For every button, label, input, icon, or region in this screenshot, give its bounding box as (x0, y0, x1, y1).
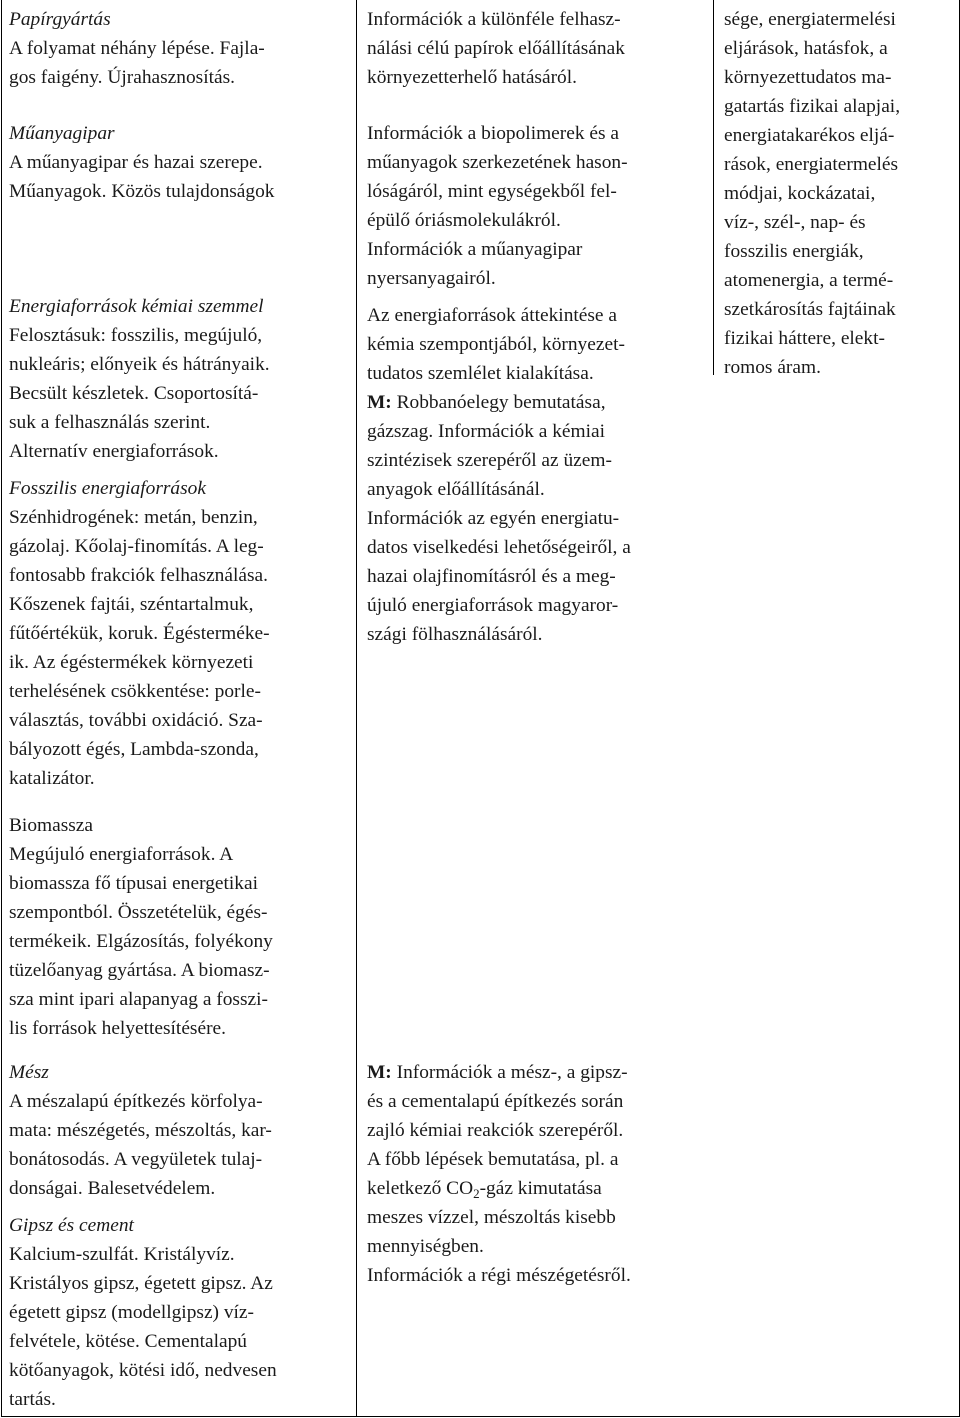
text-line: égetett gipsz (modellgipsz) víz- (9, 1302, 254, 1323)
activities-column (367, 5, 707, 649)
text-line: fontosabb frakciók felhasználása. (9, 565, 268, 586)
co2-suffix: -gáz kimutatása (479, 1178, 602, 1199)
text-line: kémia szempontjából, környezet- (367, 334, 625, 355)
text-line: bonátosodás. A vegyületek tulaj- (9, 1149, 263, 1170)
text-line: fűtőértékük, koruk. Égésterméke- (9, 623, 270, 644)
co2-prefix: keletkező CO (367, 1178, 474, 1199)
text-line: módjai, kockázatai, (724, 183, 876, 204)
text-line: gos faigény. Újrahasznosítás. (9, 67, 235, 88)
text-line: Információk a műanyagipar (367, 239, 583, 260)
text-line: Felosztásuk: fosszilis, megújuló, (9, 325, 263, 346)
activities-column-lower (367, 1058, 707, 1290)
text-line: lis források helyettesítésére. (9, 1018, 226, 1039)
text-line: Információk az egyén energiatu- (367, 508, 620, 529)
co2-subscript: 2 (473, 1186, 480, 1201)
text-line: mennyiségben. (367, 1236, 484, 1257)
m-label: M: (367, 392, 392, 413)
m-label: M: (367, 1062, 392, 1083)
topic-mesz (9, 1058, 351, 1203)
text-line: szetkárosítás fajtáinak (724, 299, 896, 320)
topic-heading: Mész (9, 1062, 49, 1083)
text-line (367, 1174, 707, 1203)
column-divider-1 (356, 0, 357, 1416)
topics-column (9, 5, 351, 1414)
text-line: lóságáról, mint egységekből fel- (367, 181, 617, 202)
text-line: felvétele, kötése. Cementalapú (9, 1331, 247, 1352)
text-line: kötőanyagok, kötési idő, nedvesen (9, 1360, 277, 1381)
text-line: Információk a régi mészégetésről. (367, 1265, 631, 1286)
text-line: újuló energiaforrások magyaror- (367, 595, 619, 616)
text-line: tüzelőanyag gyártása. A biomasz- (9, 960, 270, 981)
text-line: szági fölhasználásáról. (367, 624, 543, 645)
text-line: donságai. Balesetvédelem. (9, 1178, 216, 1199)
text-line: Becsült készletek. Csoportosítá- (9, 383, 259, 404)
text-line: bályozott égés, Lambda-szonda, (9, 739, 259, 760)
text-line: sza mint ipari alapanyag a fosszi- (9, 989, 268, 1010)
text-line: nálási célú papírok előállításának (367, 38, 625, 59)
text-line: rások, energiatermelés (724, 154, 899, 175)
topic-fosszilis (9, 474, 351, 793)
topic-heading: Gipsz és cement (9, 1215, 134, 1236)
text-line: romos áram. (724, 357, 821, 378)
text-line: szempontból. Összetételük, égés- (9, 902, 268, 923)
text-line: Kristályos gipsz, égetett gipsz. Az (9, 1273, 273, 1294)
text-line: választás, további oxidáció. Sza- (9, 710, 263, 731)
text-line: tartás. (9, 1389, 56, 1410)
topic-heading: Fosszilis energiaforrások (9, 478, 206, 499)
text-line: gázolaj. Kőolaj-finomítás. A leg- (9, 536, 264, 557)
topic-papirgyartas (9, 5, 351, 92)
activity-lime (367, 1058, 707, 1290)
text-line: suk a felhasználás szerint. (9, 412, 211, 433)
topic-gipsz-cement (9, 1211, 351, 1414)
text-line: tudatos szemlélet kialakítása. (367, 363, 594, 384)
text-line: A mészalapú építkezés körfolya- (9, 1091, 263, 1112)
text-line: Műanyagok. Közös tulajdonságok (9, 181, 275, 202)
text-line: műanyagok szerkezetének hason- (367, 152, 628, 173)
text-line: Információk a biopolimerek és a (367, 123, 619, 144)
m-text: Információk a mész-, a gipsz- (391, 1062, 628, 1083)
text-line: Alternatív energiaforrások. (9, 441, 219, 462)
text-line: Kalcium-szulfát. Kristályvíz. (9, 1244, 235, 1265)
text-line (367, 388, 707, 417)
text-line: környezetterhelő hatásáról. (367, 67, 577, 88)
text-line: datos viselkedési lehetőségeiről, a (367, 537, 631, 558)
text-line: biomassza fő típusai energetikai (9, 873, 258, 894)
text-line: zajló kémiai reakciók szerepéről. (367, 1120, 624, 1141)
text-line: ik. Az égéstermékek környezeti (9, 652, 254, 673)
text-line: Szénhidrogének: metán, benzin, (9, 507, 258, 528)
m-text: Robbanóelegy bemutatása, (391, 392, 606, 413)
connections-column (724, 5, 952, 382)
text-line: mata: mészégetés, mészoltás, kar- (9, 1120, 272, 1141)
topic-heading: Energiaforrások kémiai szemmel (9, 296, 264, 317)
text-line: fosszilis energiák, (724, 241, 864, 262)
text-line: A műanyagipar és hazai szerepe. (9, 152, 263, 173)
text-line: víz-, szél-, nap- és (724, 212, 866, 233)
text-line: atomenergia, a termé- (724, 270, 894, 291)
text-line: épülő óriásmolekulákról. (367, 210, 561, 231)
text-line: eljárások, hatásfok, a (724, 38, 888, 59)
text-line: Információk a különféle felhasz- (367, 9, 621, 30)
text-line: Kőszenek fajtái, széntartalmuk, (9, 594, 254, 615)
text-line: termékeik. Elgázosítás, folyékony (9, 931, 273, 952)
text-line: környezettudatos ma- (724, 67, 892, 88)
text-line: A főbb lépések bemutatása, pl. a (367, 1149, 619, 1170)
text-line: gázszag. Információk a kémiai (367, 421, 605, 442)
topic-energiaforrasok (9, 292, 351, 466)
text-line: hazai olajfinomításról és a meg- (367, 566, 616, 587)
text-line: katalizátor. (9, 768, 95, 789)
topic-heading: Papírgyártás (9, 9, 111, 30)
text-line: gatartás fizikai alapjai, (724, 96, 901, 117)
text-line: energiatakarékos eljá- (724, 125, 895, 146)
text-line: nyersanyagairól. (367, 268, 496, 289)
text-line: szintézisek szerepéről az üzem- (367, 450, 612, 471)
text-line: meszes vízzel, mészoltás kisebb (367, 1207, 616, 1228)
column-divider-2 (713, 0, 714, 375)
topic-biomassza (9, 811, 351, 1043)
text-line: Az energiaforrások áttekintése a (367, 305, 617, 326)
text-line: fizikai háttere, elekt- (724, 328, 885, 349)
text-line (367, 1058, 707, 1087)
text-line: és a cementalapú építkezés során (367, 1091, 624, 1112)
text-line: nukleáris; előnyeik és hátrányaik. (9, 354, 270, 375)
activity-plastics (367, 119, 707, 293)
topic-heading: Biomassza (9, 815, 94, 836)
topic-muanyagipar (9, 119, 351, 206)
text-line: A folyamat néhány lépése. Fajla- (9, 38, 265, 59)
text-line: sége, energiatermelési (724, 9, 896, 30)
activity-paper (367, 5, 707, 92)
text-line: terhelésének csökkentése: porle- (9, 681, 261, 702)
text-line: Megújuló energiaforrások. A (9, 844, 234, 865)
text-line: anyagok előállításánál. (367, 479, 545, 500)
activity-energy (367, 301, 707, 649)
topic-heading: Műanyagipar (9, 123, 115, 144)
